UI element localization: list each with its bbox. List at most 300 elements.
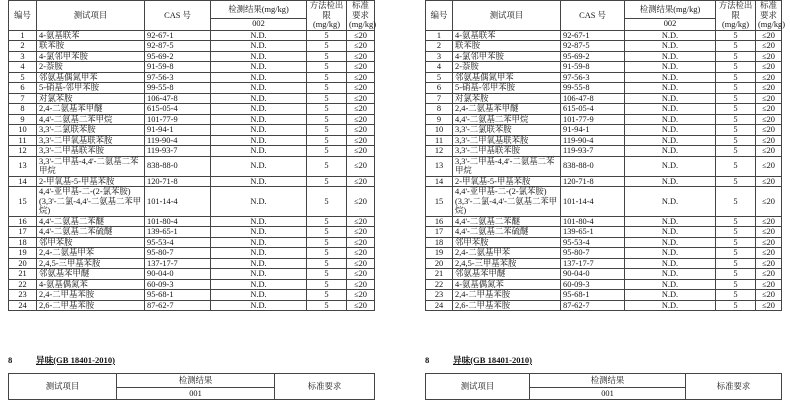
row-number: 22: [9, 279, 37, 290]
test-result: N.D.: [211, 41, 307, 52]
test-result: N.D.: [211, 227, 307, 238]
test-result: N.D.: [625, 216, 716, 227]
test-item-name: 3,3'-二甲氧基联苯胺: [453, 135, 561, 146]
standard-requirement: ≤20: [347, 269, 375, 280]
test-result: N.D.: [625, 30, 716, 41]
row-number: 15: [426, 187, 453, 217]
detection-limit: 5: [716, 248, 756, 259]
table-row: [9, 114, 375, 125]
test-result: N.D.: [211, 146, 307, 157]
cas-number: 87-62-7: [561, 300, 625, 311]
test-item-name: 4,4'-二氨基二苯硫醚: [37, 227, 145, 238]
test-item-name: 4-氨基联苯: [37, 30, 145, 41]
cas-number: 95-68-1: [145, 290, 211, 301]
table-row: [426, 248, 782, 259]
table-row: [426, 258, 782, 269]
cas-number: 92-87-5: [145, 41, 211, 52]
col-item-header: 测试项目: [37, 1, 145, 31]
detection-limit: 5: [716, 62, 756, 73]
detection-limit: 5: [716, 237, 756, 248]
cas-number: 87-62-7: [145, 300, 211, 311]
standard-requirement: ≤20: [756, 216, 782, 227]
test-result: N.D.: [211, 290, 307, 301]
row-number: 8: [9, 104, 37, 115]
test-item-name: 5-硝基-邻甲苯胺: [37, 83, 145, 94]
detection-limit: 5: [716, 51, 756, 62]
row-number: 7: [426, 93, 453, 104]
odor-header-row: [9, 374, 375, 388]
detection-limit: 5: [307, 187, 347, 217]
detection-limit: 5: [716, 93, 756, 104]
test-item-name: 2,6-二甲基苯胺: [453, 300, 561, 311]
standard-requirement: ≤20: [756, 41, 782, 52]
standard-requirement: ≤20: [756, 290, 782, 301]
cas-number: 92-67-1: [561, 30, 625, 41]
col-sample-header: 002: [211, 18, 307, 30]
odor-sample-header: 001: [530, 388, 686, 400]
detection-limit: 5: [307, 248, 347, 259]
row-number: 19: [426, 248, 453, 259]
col-req-line1: 标准要求: [760, 1, 777, 20]
test-item-name: 3,3'-二甲氧基联苯胺: [37, 135, 145, 146]
row-number: 12: [426, 146, 453, 157]
col-limit-header: [307, 1, 347, 31]
cas-number: 99-55-8: [561, 83, 625, 94]
test-item-name: 2,4-二氨基苯甲醚: [37, 104, 145, 115]
detection-limit: 5: [307, 83, 347, 94]
test-item-name: 2-甲氧基-5-甲基苯胺: [453, 176, 561, 187]
standard-requirement: ≤20: [756, 114, 782, 125]
test-item-name: 对氯苯胺: [453, 93, 561, 104]
odor-table: [425, 373, 782, 400]
table-row: [9, 51, 375, 62]
table-row: [9, 104, 375, 115]
table-row: [426, 93, 782, 104]
test-item-name: 2,4-二甲基苯胺: [37, 290, 145, 301]
table-row: [426, 237, 782, 248]
cas-number: 92-87-5: [561, 41, 625, 52]
cas-number: 101-80-4: [561, 216, 625, 227]
table-row: [9, 125, 375, 136]
col-result-header: 检测结果(mg/kg): [625, 1, 716, 19]
test-item-name: 邻氨基苯甲醚: [37, 269, 145, 280]
table-row: [9, 237, 375, 248]
col-no-header: 编号: [9, 1, 37, 31]
cas-number: 91-94-1: [145, 125, 211, 136]
odor-item-header: 测试项目: [9, 374, 117, 400]
section-name: 异味(GB 18401-2010): [36, 355, 116, 365]
row-number: 21: [426, 269, 453, 280]
detection-limit: 5: [716, 114, 756, 125]
row-number: 11: [9, 135, 37, 146]
detection-limit: 5: [716, 135, 756, 146]
detection-limit: 5: [716, 258, 756, 269]
row-number: 10: [9, 125, 37, 136]
standard-requirement: ≤20: [347, 135, 375, 146]
table-row: [9, 187, 375, 217]
row-number: 22: [426, 279, 453, 290]
section-number: 8: [425, 355, 430, 365]
test-result: N.D.: [211, 104, 307, 115]
test-item-name: 2,4-二氨基甲苯: [37, 248, 145, 259]
standard-requirement: ≤20: [756, 83, 782, 94]
detection-limit: 5: [716, 279, 756, 290]
col-req-header: [756, 1, 785, 31]
test-item-name: 4-氯邻甲苯胺: [453, 51, 561, 62]
row-number: 13: [426, 156, 453, 176]
cas-number: 101-80-4: [145, 216, 211, 227]
table-row: [9, 258, 375, 269]
standard-requirement: ≤20: [347, 104, 375, 115]
table-row: [9, 41, 375, 52]
standard-requirement: ≤20: [347, 156, 375, 176]
table-row: [426, 300, 782, 311]
standard-requirement: ≤20: [756, 62, 782, 73]
standard-requirement: ≤20: [756, 125, 782, 136]
test-result: N.D.: [211, 114, 307, 125]
cas-number: 120-71-8: [145, 176, 211, 187]
cas-number: 120-71-8: [561, 176, 625, 187]
test-result: N.D.: [211, 135, 307, 146]
test-result: N.D.: [625, 258, 716, 269]
cas-number: 95-80-7: [561, 248, 625, 259]
standard-requirement: ≤20: [347, 51, 375, 62]
detection-limit: 5: [307, 156, 347, 176]
test-item-name: 4,4'-二氨基二苯甲烷: [37, 114, 145, 125]
standard-requirement: ≤20: [756, 156, 782, 176]
test-result: N.D.: [625, 269, 716, 280]
standard-requirement: ≤20: [756, 135, 782, 146]
detection-limit: 5: [307, 125, 347, 136]
detection-limit: 5: [307, 51, 347, 62]
row-number: 1: [9, 30, 37, 41]
detection-limit: 5: [307, 227, 347, 238]
test-item-name: 邻甲苯胺: [37, 237, 145, 248]
table-row: [9, 83, 375, 94]
table-row: [426, 156, 782, 176]
cas-number: 91-59-8: [561, 62, 625, 73]
row-number: 12: [9, 146, 37, 157]
test-item-name: 4,4'-亚甲基-二-(2-氯苯胺)(3,3'-二氯-4,4'-二氨基二苯甲烷): [453, 187, 561, 217]
detection-limit: 5: [307, 237, 347, 248]
table-row: [9, 62, 375, 73]
standard-requirement: ≤20: [347, 146, 375, 157]
test-item-name: 联苯胺: [453, 41, 561, 52]
row-number: 3: [9, 51, 37, 62]
detection-limit: 5: [307, 269, 347, 280]
standard-requirement: ≤20: [347, 176, 375, 187]
row-number: 4: [9, 62, 37, 73]
test-result: N.D.: [211, 279, 307, 290]
standard-requirement: ≤20: [347, 300, 375, 311]
standard-requirement: ≤20: [756, 93, 782, 104]
row-number: 11: [426, 135, 453, 146]
cas-number: 101-14-4: [145, 187, 211, 217]
test-result: N.D.: [625, 62, 716, 73]
table-row: [9, 300, 375, 311]
row-number: 9: [9, 114, 37, 125]
test-item-name: 3,3'-二甲基联苯胺: [37, 146, 145, 157]
test-result: N.D.: [211, 269, 307, 280]
col-limit-header: [716, 1, 756, 31]
standard-requirement: ≤20: [347, 72, 375, 83]
test-item-name: 2,6-二甲基苯胺: [37, 300, 145, 311]
standard-requirement: ≤20: [347, 125, 375, 136]
row-number: 4: [426, 62, 453, 73]
col-limit-line1: 方法检出限: [309, 1, 344, 20]
table-row: [426, 146, 782, 157]
table-row: [9, 176, 375, 187]
test-item-name: 对氯苯胺: [37, 93, 145, 104]
detection-limit: 5: [307, 30, 347, 41]
col-item-header: 测试项目: [453, 1, 561, 31]
standard-requirement: ≤20: [756, 104, 782, 115]
cas-number: 99-55-8: [145, 83, 211, 94]
table-row: [426, 187, 782, 217]
detection-limit: 5: [716, 41, 756, 52]
cas-number: 97-56-3: [561, 72, 625, 83]
cas-number: 838-88-0: [561, 156, 625, 176]
test-item-name: 邻氨基偶氮甲苯: [453, 72, 561, 83]
table-row: [426, 41, 782, 52]
row-number: 10: [426, 125, 453, 136]
cas-number: 139-65-1: [561, 227, 625, 238]
cas-number: 119-93-7: [145, 146, 211, 157]
row-number: 5: [9, 72, 37, 83]
test-result: N.D.: [211, 156, 307, 176]
table-row: [426, 135, 782, 146]
test-result: N.D.: [625, 187, 716, 217]
row-number: 20: [9, 258, 37, 269]
table-row: [426, 51, 782, 62]
odor-sample-header: 001: [117, 388, 275, 400]
row-number: 6: [9, 83, 37, 94]
detection-limit: 5: [716, 216, 756, 227]
cas-number: 101-14-4: [561, 187, 625, 217]
test-result: N.D.: [625, 237, 716, 248]
test-result: N.D.: [211, 72, 307, 83]
standard-requirement: ≤20: [756, 258, 782, 269]
standard-requirement: ≤20: [756, 187, 782, 217]
table-row: [9, 156, 375, 176]
test-item-name: 3,3'-二甲基联苯胺: [453, 146, 561, 157]
test-item-name: 4-氨基偶氮苯: [453, 279, 561, 290]
table-row: [426, 114, 782, 125]
test-result: N.D.: [211, 83, 307, 94]
test-result: N.D.: [625, 300, 716, 311]
standard-requirement: ≤20: [756, 300, 782, 311]
row-number: 16: [9, 216, 37, 227]
cas-number: 90-04-0: [145, 269, 211, 280]
standard-requirement: ≤20: [756, 72, 782, 83]
cas-number: 90-04-0: [561, 269, 625, 280]
row-number: 6: [426, 83, 453, 94]
test-result: N.D.: [211, 216, 307, 227]
standard-requirement: ≤20: [756, 227, 782, 238]
test-result: N.D.: [211, 62, 307, 73]
detection-limit: 5: [716, 156, 756, 176]
test-result: N.D.: [625, 93, 716, 104]
row-number: 21: [9, 269, 37, 280]
table-row: [9, 216, 375, 227]
odor-result-header: 检测结果: [530, 374, 686, 388]
standard-requirement: ≤20: [347, 237, 375, 248]
test-result: N.D.: [211, 93, 307, 104]
test-item-name: 4-氨基联苯: [453, 30, 561, 41]
test-item-name: 3,3'-二氯联苯胺: [37, 125, 145, 136]
detection-limit: 5: [716, 83, 756, 94]
standard-requirement: ≤20: [347, 114, 375, 125]
detection-limit: 5: [716, 30, 756, 41]
aromatic-amine-table: [425, 0, 785, 311]
standard-requirement: ≤20: [756, 269, 782, 280]
row-number: 7: [9, 93, 37, 104]
col-cas-header: CAS 号: [561, 1, 625, 31]
table-row: [426, 104, 782, 115]
test-result: N.D.: [625, 41, 716, 52]
cas-number: 60-09-3: [145, 279, 211, 290]
standard-requirement: ≤20: [347, 187, 375, 217]
detection-limit: 5: [307, 290, 347, 301]
row-number: 15: [9, 187, 37, 217]
standard-requirement: ≤20: [756, 146, 782, 157]
standard-requirement: ≤20: [347, 30, 375, 41]
col-limit-line1: 方法检出限: [718, 1, 753, 20]
test-item-name: 2,4,5-三甲基苯胺: [37, 258, 145, 269]
cas-number: 60-09-3: [561, 279, 625, 290]
col-req-line2: (mg/kg): [758, 20, 785, 29]
test-item-name: 联苯胺: [37, 41, 145, 52]
test-item-name: 2-萘胺: [453, 62, 561, 73]
detection-limit: 5: [716, 269, 756, 280]
row-number: 2: [426, 41, 453, 52]
test-result: N.D.: [211, 176, 307, 187]
detection-limit: 5: [716, 227, 756, 238]
test-result: N.D.: [211, 30, 307, 41]
row-number: 18: [426, 237, 453, 248]
detection-limit: 5: [716, 187, 756, 217]
detection-limit: 5: [307, 62, 347, 73]
detection-limit: 5: [716, 176, 756, 187]
table-row: [426, 176, 782, 187]
table-row: [426, 290, 782, 301]
cas-number: 95-69-2: [145, 51, 211, 62]
section-8-title: [8, 354, 115, 366]
test-item-name: 邻氨基偶氮甲苯: [37, 72, 145, 83]
standard-requirement: ≤20: [347, 83, 375, 94]
cas-number: 139-65-1: [145, 227, 211, 238]
section-8-title: [425, 354, 532, 366]
cas-number: 119-90-4: [145, 135, 211, 146]
test-result: N.D.: [625, 104, 716, 115]
test-result: N.D.: [625, 135, 716, 146]
section-number: 8: [8, 355, 13, 365]
test-result: N.D.: [625, 72, 716, 83]
row-number: 3: [426, 51, 453, 62]
row-number: 1: [426, 30, 453, 41]
cas-number: 615-05-4: [145, 104, 211, 115]
table-row: [9, 146, 375, 157]
section-name: 异味(GB 18401-2010): [453, 355, 533, 365]
table-row: [426, 125, 782, 136]
cas-number: 91-59-8: [145, 62, 211, 73]
test-result: N.D.: [211, 125, 307, 136]
test-item-name: 2-萘胺: [37, 62, 145, 73]
test-item-name: 3,3'-二氯联苯胺: [453, 125, 561, 136]
table-row: [426, 279, 782, 290]
table-row: [426, 30, 782, 41]
test-item-name: 邻甲苯胺: [453, 237, 561, 248]
standard-requirement: ≤20: [756, 30, 782, 41]
test-result: N.D.: [625, 125, 716, 136]
test-item-name: 3,3'-二甲基-4,4'-二氨基二苯甲烷: [453, 156, 561, 176]
test-item-name: 2,4-二氨基苯甲醚: [453, 104, 561, 115]
table-header-row: [426, 1, 782, 19]
cas-number: 106-47-8: [561, 93, 625, 104]
standard-requirement: ≤20: [347, 216, 375, 227]
row-number: 23: [426, 290, 453, 301]
odor-header-row: [426, 374, 782, 388]
standard-requirement: ≤20: [347, 290, 375, 301]
cas-number: 95-68-1: [561, 290, 625, 301]
row-number: 14: [426, 176, 453, 187]
test-item-name: 3,3'-二甲基-4,4'-二氨基二苯甲烷: [37, 156, 145, 176]
cas-number: 101-77-9: [145, 114, 211, 125]
col-no-header: 编号: [426, 1, 453, 31]
test-item-name: 2,4,5-三甲基苯胺: [453, 258, 561, 269]
table-row: [426, 216, 782, 227]
col-req-header: [347, 1, 375, 31]
cas-number: 838-88-0: [145, 156, 211, 176]
report-page-right: [425, 0, 785, 400]
test-result: N.D.: [625, 248, 716, 259]
test-item-name: 4,4'-亚甲基-二-(2-氯苯胺)(3,3'-二氯-4,4'-二氨基二苯甲烷): [37, 187, 145, 217]
row-number: 14: [9, 176, 37, 187]
odor-item-header: 测试项目: [426, 374, 530, 400]
test-result: N.D.: [625, 146, 716, 157]
test-item-name: 4-氨基偶氮苯: [37, 279, 145, 290]
table-row: [426, 83, 782, 94]
standard-requirement: ≤20: [756, 51, 782, 62]
test-item-name: 2,4-二甲基苯胺: [453, 290, 561, 301]
table-body: [426, 30, 782, 311]
row-number: 18: [9, 237, 37, 248]
row-number: 24: [426, 300, 453, 311]
detection-limit: 5: [716, 290, 756, 301]
col-result-header: 检测结果(mg/kg): [211, 1, 307, 19]
table-row: [9, 269, 375, 280]
table-row: [9, 290, 375, 301]
table-row: [9, 135, 375, 146]
standard-requirement: ≤20: [347, 227, 375, 238]
standard-requirement: ≤20: [347, 279, 375, 290]
cas-number: 95-53-4: [561, 237, 625, 248]
test-result: N.D.: [211, 300, 307, 311]
row-number: 8: [426, 104, 453, 115]
standard-requirement: ≤20: [347, 41, 375, 52]
standard-requirement: ≤20: [347, 62, 375, 73]
detection-limit: 5: [307, 279, 347, 290]
cas-number: 97-56-3: [145, 72, 211, 83]
cas-number: 95-53-4: [145, 237, 211, 248]
test-result: N.D.: [625, 156, 716, 176]
row-number: 17: [426, 227, 453, 238]
odor-result-header: 检测结果: [117, 374, 275, 388]
cas-number: 137-17-7: [145, 258, 211, 269]
detection-limit: 5: [716, 125, 756, 136]
standard-requirement: ≤20: [347, 258, 375, 269]
odor-table: [8, 373, 375, 400]
